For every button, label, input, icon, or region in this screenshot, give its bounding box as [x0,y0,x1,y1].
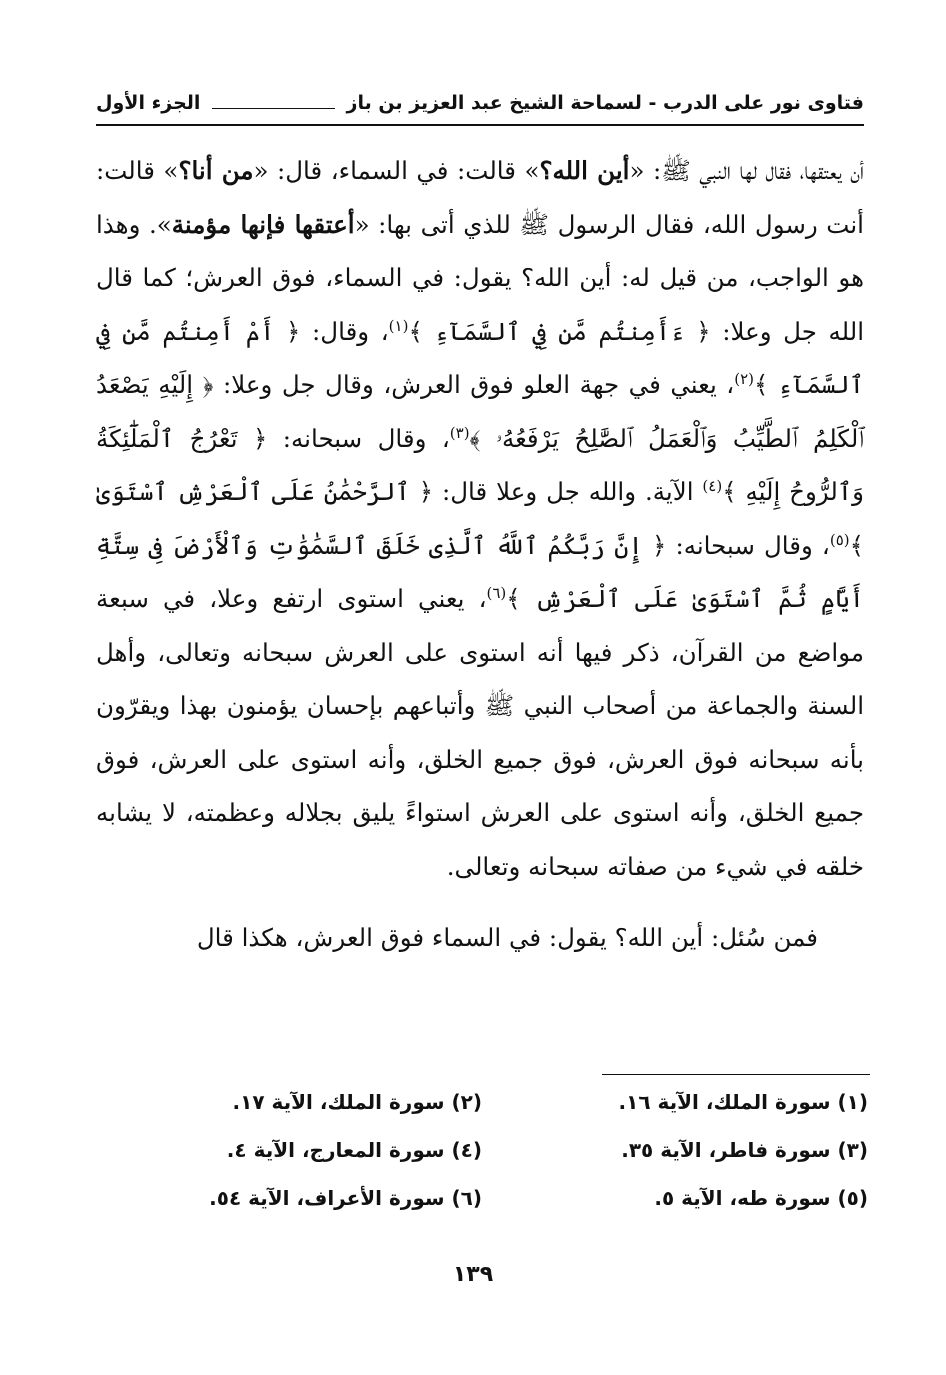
text-segment: ، وقال سبحانه: [666,530,830,560]
footnote-marker[interactable]: (٦) [486,583,507,602]
running-header [96,86,864,126]
paragraph-1 [96,144,864,893]
text-segment: ، يعني استوى ارتفع وعلا، في سبعة مواضع من القرآن، ذكر فيها أنه استوى على العرش سبحانه وتعالى، وأهل السنة والجماعة من أصحاب النبي ﷺ وأتباعهم بإحسان يؤمنون بهذا ويقرّون بأنه سبحانه فوق العرش، فوق جميع الخلق، وأنه استوى على العرش، فوق جميع الخلق، وأنه استوى على العرش استواءً يليق بجلاله وعظمته، لا يشابه خلقه في شيء من صفاته سبحانه وتعالى. [96,584,864,881]
text-segment: ، وقال: [300,316,389,346]
footnote-marker[interactable]: (٥) [829,530,850,549]
footnotes [96,1082,868,1218]
quran-verse: ﴿ ٱلرَّحْمَٰنُ عَلَى ٱلْعَرْشِ ٱسْتَوَىٰ ﴾ [96,477,864,560]
text-segment: » قالت: في السماء، قال: « [253,156,540,185]
footnote-6: (٦) سورة الأعراف، الآية ٥٤. [209,1186,482,1210]
footnote-5: (٥) سورة طه، الآية ٥. [654,1186,868,1210]
text-segment: ، وقال سبحانه: [267,423,450,453]
volume-label: الجزء الأول [96,92,201,114]
paragraph-2: فمن سُئل: أين الله؟ يقول: في السماء فوق العرش، هكذا قال [196,923,818,952]
footnote-1: (١) سورة الملك، الآية ١٦. [618,1090,868,1114]
page-number: ١٣٩ [452,1262,494,1287]
text-segment: » قالت: أنت رسول الله، فقال الرسول ﷺ للذي أتى بها: « [96,156,864,239]
footnote-2: (٢) سورة الملك، الآية ١٧. [232,1090,482,1114]
book-title: فتاوى نور على الدرب - لسماحة الشيخ عبد العزيز بن باز [346,92,864,114]
footnote-3: (٣) سورة فاطر، الآية ٣٥. [621,1138,868,1162]
quran-verse: ﴿ أَمْ أَمِنتُم مَّن فِي ٱلسَّمَآءِ ﴾ [96,316,865,399]
quran-verse: ﴿ تَعْرُجُ ٱلْمَلَٰٓئِكَةُ وَٱلرُّوحُ إِلَيْهِ ﴾ [96,423,864,506]
quran-verse: ﴿ إِلَيْهِ يَصْعَدُ ٱلْكَلِمُ ٱلطَّيِّبُ وَٱلْعَمَلُ ٱلصَّٰلِحُ يَرْفَعُهُۥ ﴾ [96,370,864,453]
hadith-quote: من أنا؟ [178,156,254,185]
header-rule [212,98,334,109]
text-segment: أن يعتقها، فقال لها النبي ﷺ: « [629,156,864,185]
footnote-4: (٤) سورة المعارج، الآية ٤. [226,1138,482,1162]
quran-verse: ﴿ إِنَّ رَبَّكُمُ ٱللَّهُ ٱلَّذِى خَلَقَ ٱلسَّمَٰوَٰتِ وَٱلْأَرْضَ فِى سِتَّةِ أَيَّامٍ ثُمَّ ٱسْتَوَىٰ عَلَى ٱلْعَرْشِ ﴾ [96,530,864,613]
text-segment: ، يعني في جهة العلو فوق العرش، وقال جل وعلا: [213,370,735,399]
text-segment: الآية. والله جل وعلا قال: [433,477,703,506]
footnote-marker[interactable]: (٤) [702,476,723,495]
hadith-quote: أعتقها فإنها مؤمنة [171,209,355,239]
footnote-marker[interactable]: (٢) [734,369,754,388]
footnote-marker[interactable]: (٣) [449,423,470,442]
quran-verse: ﴿ ءَأَمِنتُم مَّن فِي ٱلسَّمَآءِ ﴾ [408,316,711,346]
footnotes-divider [602,1074,870,1075]
footnote-marker[interactable]: (١) [388,316,409,335]
hadith-quote: أين الله؟ [539,156,630,185]
text-segment: ». وهذا هو الواجب، من قيل له: أين الله؟ يقول: في السماء، فوق العرش؛ كما قال الله جل وعلا: [96,209,865,346]
body-text [96,144,864,965]
